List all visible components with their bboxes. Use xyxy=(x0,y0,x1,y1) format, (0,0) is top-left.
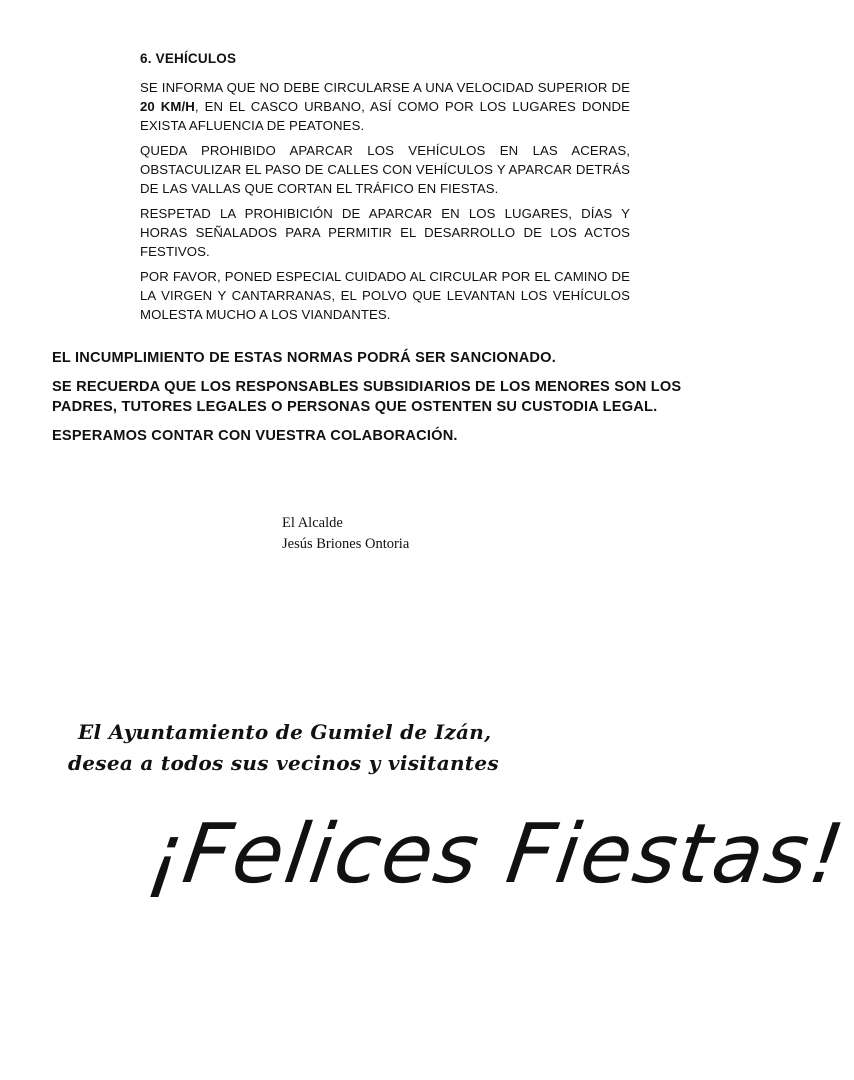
signature-block xyxy=(282,513,409,555)
speed-limit-paragraph xyxy=(140,78,630,135)
felices-fiestas-headline: ¡Felices Fiestas! xyxy=(142,807,852,902)
signature-name: Jesús Briones Ontoria xyxy=(282,536,410,552)
greeting-line-1: El Ayuntamiento de Gumiel de Izán, xyxy=(78,720,492,744)
speed-limit-text-a: SE INFORMA QUE NO DEBE CIRCULARSE A UNA VELOCIDAD SUPERIOR DE xyxy=(140,80,630,95)
vehicles-section xyxy=(140,50,630,330)
festive-parking-paragraph: RESPETAD LA PROHIBICIÓN DE APARCAR EN LOS LUGARES, DÍAS Y HORAS SEÑALADOS PARA PERMITIR EL DESARROLLO DE LOS ACTOS FESTIVOS. xyxy=(140,206,630,259)
section-title: 6. VEHÍCULOS xyxy=(140,51,237,66)
speed-limit-text-b: , EN EL CASCO URBANO, ASÍ COMO POR LOS LUGARES DONDE EXISTA AFLUENCIA DE PEATONES. xyxy=(140,99,630,133)
signature-role: El Alcalde xyxy=(282,515,343,531)
parking-prohibition-paragraph: QUEDA PROHIBIDO APARCAR LOS VEHÍCULOS EN LAS ACERAS, OBSTACULIZAR EL PASO DE CALLES CON VEHÍCULOS Y APARCAR DETRÁS DE LAS VALLAS QUE CORTAN EL TRÁFICO EN FIESTAS. xyxy=(140,143,630,196)
speed-limit-value: 20 KM/H xyxy=(140,99,195,114)
sanction-notice: EL INCUMPLIMIENTO DE ESTAS NORMAS PODRÁ SER SANCIONADO. xyxy=(52,350,556,366)
collaboration-notice: ESPERAMOS CONTAR CON VUESTRA COLABORACIÓN. xyxy=(52,428,458,444)
greeting-line-2: desea a todos sus vecinos y visitantes xyxy=(68,751,499,775)
road-dust-paragraph: POR FAVOR, PONED ESPECIAL CUIDADO AL CIRCULAR POR EL CAMINO DE LA VIRGEN Y CANTARRANAS, EL POLVO QUE LEVANTAN LOS VEHÍCULOS MOLESTA MUCHO A LOS VIANDANTES. xyxy=(140,269,630,322)
guardians-notice: SE RECUERDA QUE LOS RESPONSABLES SUBSIDIARIOS DE LOS MENORES SON LOS PADRES, TUTORES LEGALES O PERSONAS QUE OSTENTEN SU CUSTODIA LEGAL. xyxy=(52,379,682,415)
